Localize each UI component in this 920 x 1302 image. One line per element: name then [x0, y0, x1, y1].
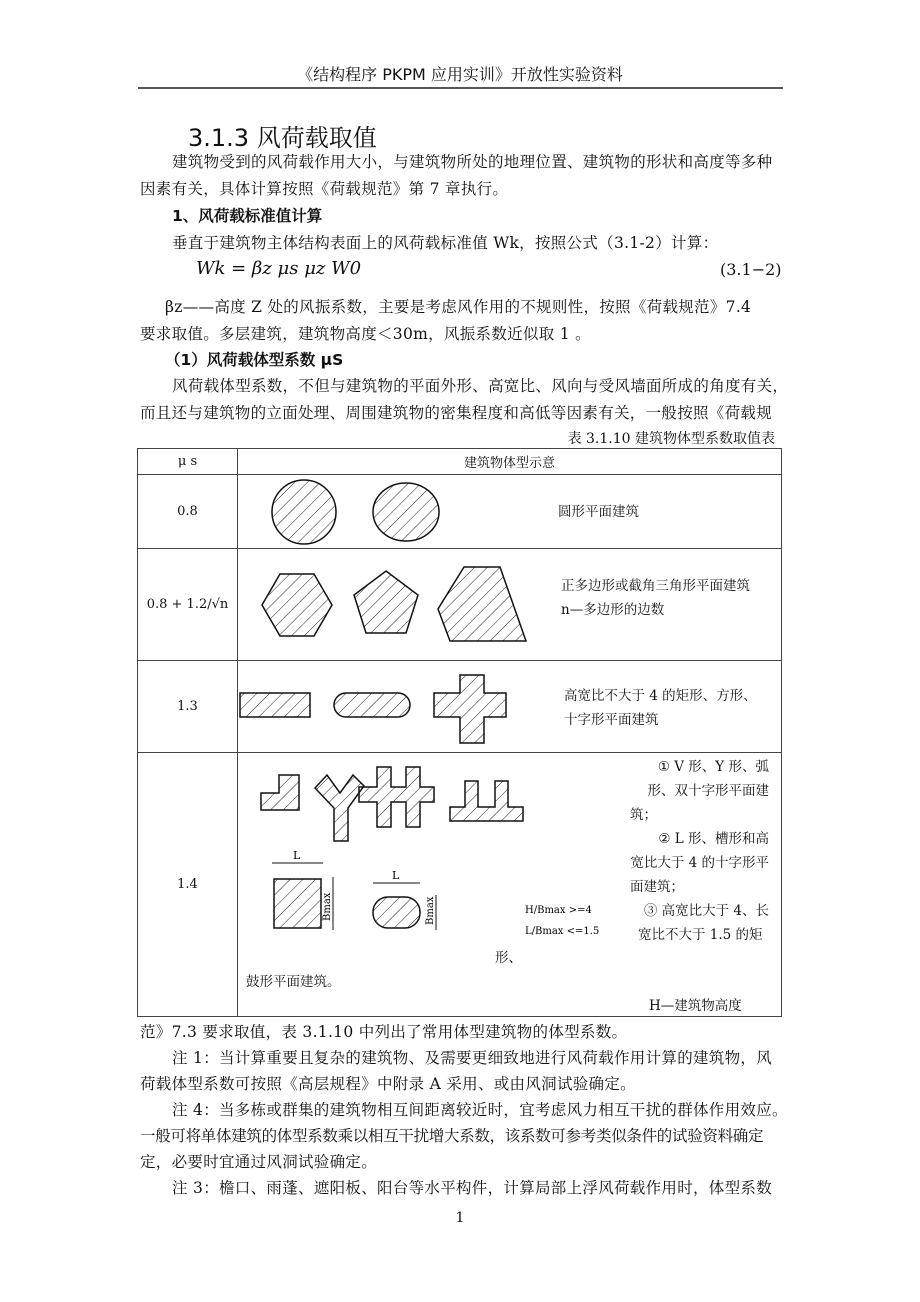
paragraph-line: 建筑物受到的风荷载作用大小，与建筑物所处的地理位置、建筑物的形状和高度等多种: [172, 153, 773, 171]
paragraph-line: 一般可将单体建筑的体型系数乘以相互干扰增大系数，该系数可参考类似条件的试验资料确定: [140, 1127, 764, 1145]
table-row: [138, 549, 782, 661]
shape-desc: 鼓形平面建筑。: [246, 974, 341, 990]
paragraph-line: 注 3：檐口、雨蓬、遮阳板、阳台等水平构件，计算局部上浮风荷载作用时，体型系数: [172, 1179, 772, 1197]
header-mu: μ s: [138, 449, 238, 475]
shape-desc: 高宽比不大于 4 的矩形、方形、: [564, 688, 757, 704]
mu-value: 0.8 + 1.2/√n: [138, 549, 238, 661]
header-shape: 建筑物体型示意: [238, 449, 782, 475]
table-row: [138, 475, 782, 549]
subheading: 1、风荷载标准值计算: [172, 207, 323, 225]
paragraph-line: 注 1：当计算重要且复杂的建筑物、及需要更细致地进行风荷载作用计算的建筑物，风: [172, 1049, 772, 1067]
shape-desc: 宽比大于 4 的十字形平: [630, 855, 769, 871]
paragraph-line: 垂直于建筑物主体结构表面上的风荷载标准值 Wk，按照公式（3.1-2）计算：: [172, 234, 719, 252]
shape-coefficient-table: [137, 448, 782, 1017]
shape-desc: n—多边形的边数: [561, 602, 665, 618]
table-caption: 表 3.1.10 建筑物体型系数取值表: [567, 431, 775, 447]
mu-value: 1.4: [138, 753, 238, 1017]
shape-desc: ③ 高宽比大于 4、长: [643, 903, 769, 919]
paragraph-line: 荷载体型系数可按照《高层规程》中附录 A 采用、或由风洞试验确定。: [140, 1075, 636, 1093]
shape-desc: H—建筑物高度: [649, 998, 742, 1014]
paragraph-line: 因素有关，具体计算按照《荷载规范》第 7 章执行。: [140, 180, 509, 198]
shape-desc: 形、: [495, 950, 522, 966]
shape-desc: 宽比不大于 1.5 的矩: [638, 927, 763, 943]
mu-value: 1.3: [138, 661, 238, 753]
header-rule: [138, 87, 783, 89]
formula: Wk = βz μs μz W0: [196, 258, 362, 279]
circle-ellipse-shapes: [238, 475, 538, 549]
dimension-label-bmax: Bmax: [425, 896, 436, 925]
paragraph-line: 定，必要时宜通过风洞试验确定。: [140, 1153, 378, 1171]
ratio-label: H/Bmax >=4: [525, 905, 592, 916]
dimension-label-l: L: [293, 849, 301, 862]
shape-desc: ① V 形、Y 形、弧: [657, 759, 769, 775]
shape-desc: ② L 形、槽形和高: [658, 831, 769, 847]
running-header: 《结构程序 PKPM 应用实训》开放性实验资料: [297, 65, 623, 84]
mu-value: 0.8: [138, 475, 238, 549]
shape-desc: 十字形平面建筑: [564, 712, 659, 728]
shape-desc: 形、双十字形平面建: [647, 783, 769, 799]
ratio-label: L/Bmax <=1.5: [525, 926, 600, 937]
formula-number: (3.1−2): [720, 260, 782, 279]
polygon-shapes: [238, 549, 548, 661]
rectangle-cross-shapes: [238, 661, 548, 753]
paragraph-line: 注 4：当多栋或群集的建筑物相互间距离较近时，宜考虑风力相互干扰的群体作用效应。: [172, 1101, 788, 1119]
table-row: [138, 753, 782, 1017]
dimension-label-l: L: [392, 869, 400, 882]
section-title: 3.1.3 风荷载取值: [188, 124, 377, 152]
subheading: （1）风荷载体型系数 μS: [165, 351, 344, 369]
shape-desc: 筑；: [630, 807, 657, 823]
shape-desc: 面建筑；: [630, 879, 684, 895]
paragraph-line: 要求取值。多层建筑，建筑物高度＜30m，风振系数近似取 1 。: [140, 325, 591, 343]
paragraph-line: 范》7.3 要求取值，表 3.1.10 中列出了常用体型建筑物的体型系数。: [140, 1023, 628, 1041]
dimension-label-bmax: Bmax: [322, 892, 333, 921]
paragraph-line: 而且还与建筑物的立面处理、周围建筑物的密集程度和高低等因素有关，一般按照《荷载规: [140, 404, 773, 422]
paragraph-line: βz——高度 Z 处的风振系数，主要是考虑风作用的不规则性，按照《荷载规范》7.4: [165, 298, 752, 316]
page-number: 1: [455, 1210, 465, 1226]
paragraph-line: 风荷载体型系数，不但与建筑物的平面外形、高宽比、风向与受风墙面所成的角度有关，: [172, 377, 789, 395]
shape-desc: 正多边形或截角三角形平面建筑: [561, 578, 750, 594]
shape-desc: 圆形平面建筑: [558, 504, 639, 520]
table-row: [138, 661, 782, 753]
